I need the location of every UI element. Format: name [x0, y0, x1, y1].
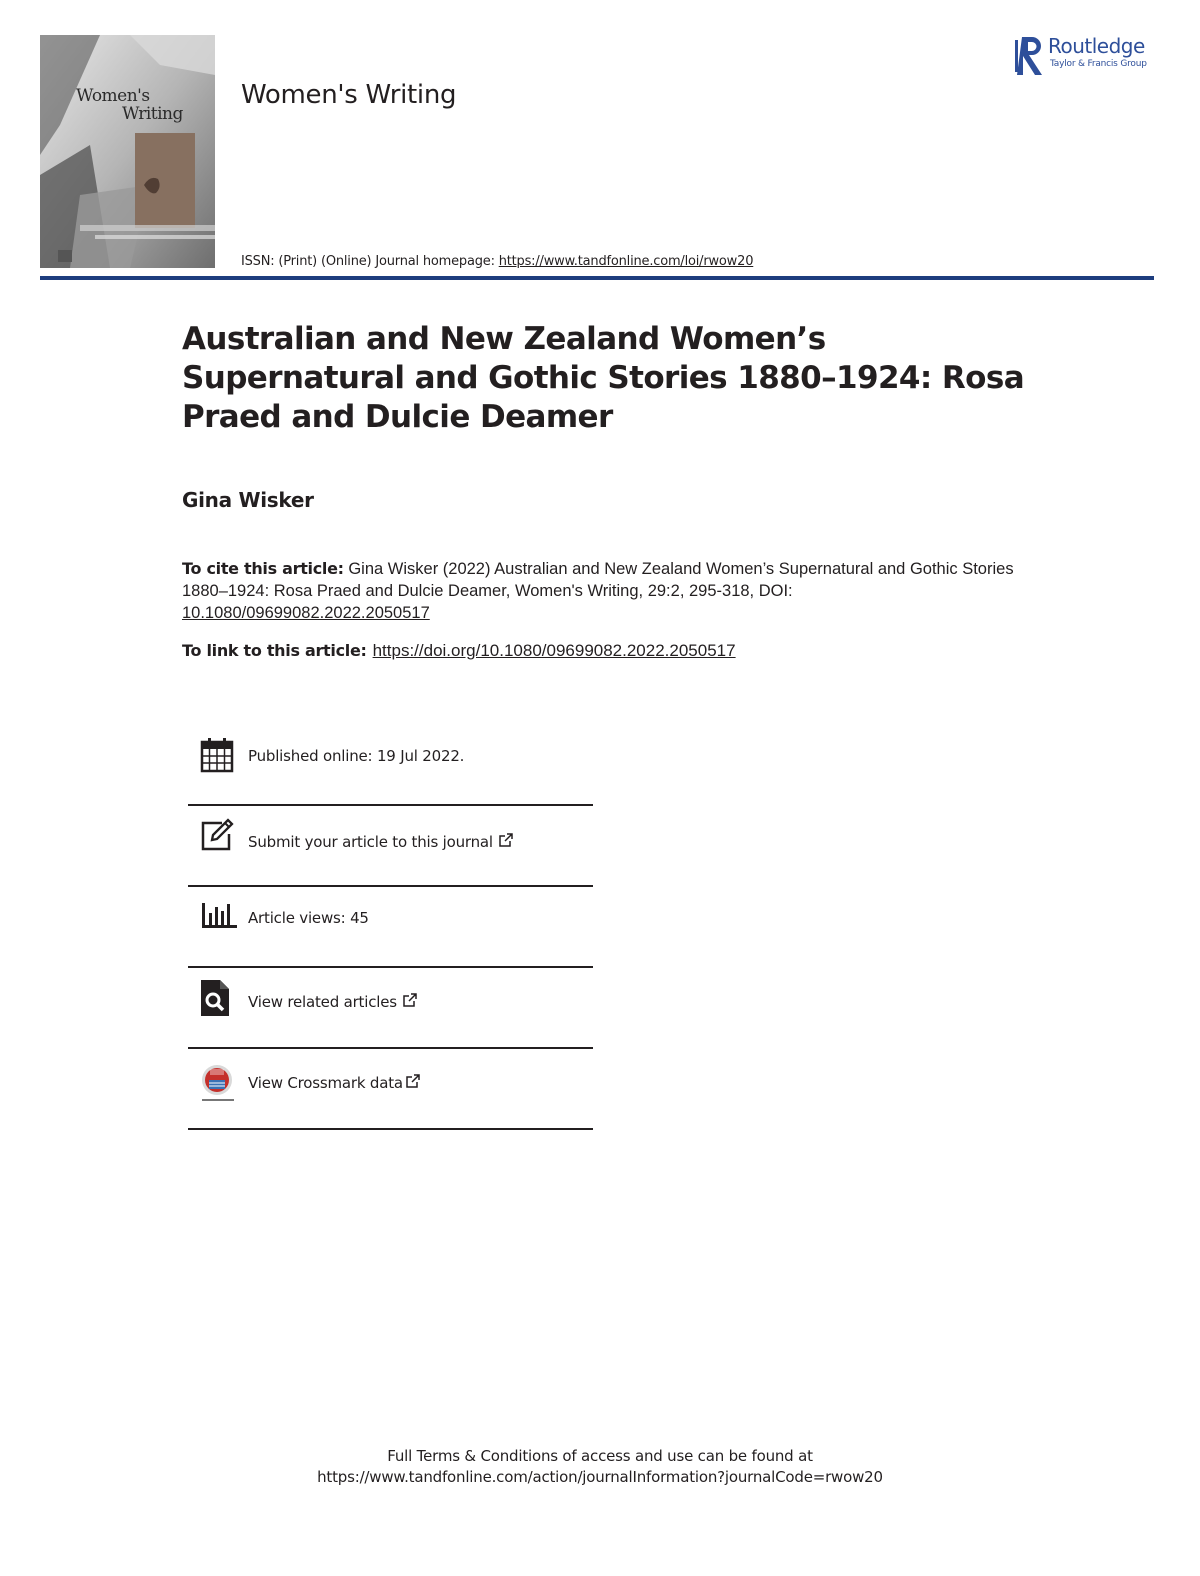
- crossmark-label: View Crossmark data: [248, 1074, 403, 1092]
- article-views-row: [188, 897, 593, 977]
- citation-text: Gina Wisker (2022) Australian and New Zealand Women’s Supernatural and Gothic Stories 1880–1924: Rosa Praed and Dulcie Deamer, Women's Writing, 29:2, 295-318, DOI:: [182, 560, 1014, 600]
- article-views-label: Article views: 45: [248, 909, 369, 927]
- published-online-row: [188, 735, 593, 815]
- cover-title-line1: Women's: [76, 86, 150, 106]
- related-articles-row[interactable]: [188, 978, 593, 1058]
- edit-icon: [200, 818, 236, 856]
- citation-block: [182, 558, 1042, 624]
- external-link-icon: [402, 992, 418, 1012]
- submit-article-link[interactable]: [248, 832, 514, 852]
- article-link-label: To link to this article:: [182, 641, 367, 660]
- submit-article-label: Submit your article to this journal: [248, 833, 493, 851]
- external-link-icon: [498, 832, 514, 852]
- meta-divider: [188, 1047, 593, 1049]
- article-doi-link[interactable]: https://doi.org/10.1080/09699082.2022.2050517: [372, 641, 736, 660]
- issn-line: [241, 254, 753, 269]
- meta-divider: [188, 885, 593, 887]
- citation-label: To cite this article:: [182, 559, 344, 578]
- search-document-icon: [200, 979, 230, 1021]
- external-link-icon: [405, 1073, 421, 1093]
- cover-title: [76, 87, 183, 123]
- publisher-logo: [1014, 34, 1159, 78]
- routledge-r-icon: [1014, 34, 1046, 78]
- publisher-subtitle: Taylor & Francis Group: [1050, 59, 1147, 69]
- article-link-block: [182, 641, 736, 661]
- footer-terms-url[interactable]: https://www.tandfonline.com/action/journalInformation?journalCode=rwow20: [317, 1468, 883, 1486]
- calendar-icon: [200, 737, 234, 777]
- bar-chart-icon: [200, 900, 238, 934]
- crossmark-icon: [200, 1063, 236, 1109]
- footer-terms-text: Full Terms & Conditions of access and use can be found at: [387, 1447, 813, 1465]
- cover-artwork: [40, 35, 215, 268]
- issn-text: ISSN: (Print) (Online) Journal homepage:: [241, 254, 499, 269]
- journal-cover-image: [40, 35, 215, 268]
- crossmark-link[interactable]: [248, 1073, 421, 1093]
- article-author: Gina Wisker: [182, 488, 314, 512]
- cover-title-line2: Writing: [122, 104, 183, 124]
- submit-article-row[interactable]: [188, 816, 593, 896]
- publisher-name: Routledge: [1048, 34, 1145, 58]
- meta-divider: [188, 804, 593, 806]
- related-articles-label: View related articles: [248, 993, 397, 1011]
- meta-divider: [188, 966, 593, 968]
- article-title: Australian and New Zealand Women’s Supernatural and Gothic Stories 1880–1924: Rosa Praed and Dulcie Deamer: [182, 321, 1025, 435]
- journal-name: Women's Writing: [241, 80, 457, 110]
- meta-divider: [188, 1128, 593, 1130]
- footer: [0, 1446, 1200, 1488]
- related-articles-link[interactable]: [248, 992, 418, 1012]
- header-rule: [40, 276, 1154, 280]
- citation-doi-link[interactable]: 10.1080/09699082.2022.2050517: [182, 604, 430, 622]
- crossmark-row[interactable]: [188, 1059, 593, 1139]
- journal-homepage-link[interactable]: https://www.tandfonline.com/loi/rwow20: [498, 254, 754, 269]
- published-online-label: Published online: 19 Jul 2022.: [248, 747, 465, 765]
